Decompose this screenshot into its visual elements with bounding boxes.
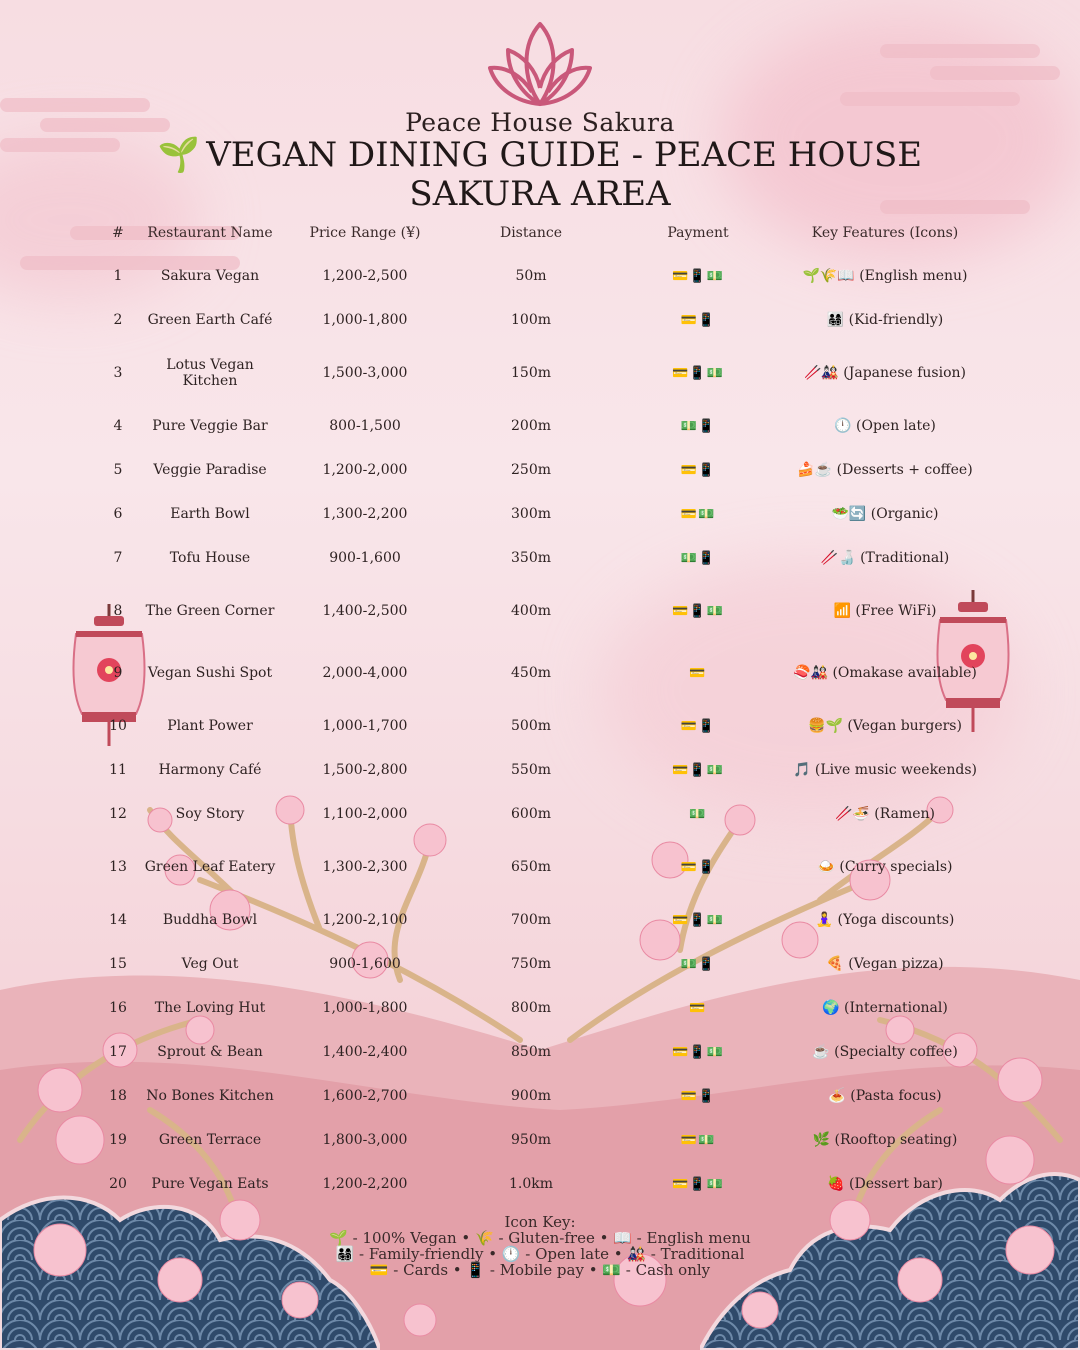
distance: 600m: [511, 806, 551, 822]
row-number: 14: [109, 912, 127, 928]
row-number: 5: [113, 462, 123, 478]
table-row: [96, 342, 986, 404]
table-row: [96, 1074, 986, 1118]
payment-icons: 💳📱: [680, 859, 716, 875]
restaurant-name: Veggie Paradise: [153, 462, 267, 478]
table-row: [96, 792, 986, 836]
column-header-price: Price Range (¥): [309, 225, 421, 241]
restaurant-name: Green Terrace: [158, 1132, 262, 1148]
distance: 400m: [511, 603, 551, 619]
restaurant-name: Plant Power: [167, 718, 253, 734]
table-header-row: [96, 212, 986, 254]
page-title: [100, 136, 980, 214]
payment-icons: 💵📱: [680, 956, 716, 972]
distance: 950m: [511, 1132, 551, 1148]
table-row: [96, 254, 986, 298]
distance: 50m: [515, 268, 547, 284]
table-row: [96, 298, 986, 342]
table-row: [96, 986, 986, 1030]
payment-icons: 💳📱💵: [672, 1044, 724, 1060]
icon-key-line: 💳 - Cards • 📱 - Mobile pay • 💵 - Cash only: [369, 1261, 711, 1279]
table-row: [96, 942, 986, 986]
column-header-payment: Payment: [667, 225, 729, 241]
icon-key-line: 🌱 - 100% Vegan • 🌾 - Gluten-free • 📖 - English menu: [329, 1229, 751, 1247]
distance: 200m: [511, 418, 551, 434]
price-range: 1,500-3,000: [322, 365, 408, 381]
price-range: 1,400-2,400: [322, 1044, 408, 1060]
restaurant-name: The Green Corner: [145, 603, 275, 619]
key-features: 🌿 (Rooftop seating): [812, 1132, 958, 1148]
row-number: 15: [109, 956, 127, 972]
key-features: 🥢🍶 (Traditional): [820, 550, 950, 566]
distance: 250m: [511, 462, 551, 478]
table-row: [96, 1162, 986, 1206]
key-features: 🍔🌱 (Vegan burgers): [808, 718, 962, 734]
payment-icons: 💵: [689, 806, 707, 822]
icon-key-line: 👨‍👩‍👧‍👦 - Family-friendly • 🕛 - Open late • 🎎 - Traditional: [335, 1245, 745, 1263]
distance: 550m: [511, 762, 551, 778]
row-number: 17: [109, 1044, 127, 1060]
distance: 800m: [511, 1000, 551, 1016]
payment-icons: 💳💵: [680, 506, 716, 522]
price-range: 1,500-2,800: [322, 762, 408, 778]
key-features: 🧘‍♀️ (Yoga discounts): [815, 912, 955, 928]
restaurant-table: [96, 212, 986, 1206]
page-title-text: VEGAN DINING GUIDE - PEACE HOUSE SAKURA AREA: [206, 135, 923, 214]
distance: 300m: [511, 506, 551, 522]
restaurant-name: Sprout & Bean: [157, 1044, 263, 1060]
restaurant-name: Soy Story: [175, 806, 245, 822]
price-range: 800-1,500: [329, 418, 401, 434]
table-row: [96, 1118, 986, 1162]
distance: 700m: [511, 912, 551, 928]
table-row: [96, 448, 986, 492]
row-number: 20: [109, 1176, 127, 1192]
cloud-bar: [840, 92, 1020, 106]
row-number: 9: [113, 665, 123, 681]
price-range: 1,000-1,800: [322, 1000, 408, 1016]
row-number: 18: [109, 1088, 127, 1104]
payment-icons: 💵📱: [680, 418, 716, 434]
key-features: 🍰☕ (Desserts + coffee): [797, 462, 973, 478]
price-range: 2,000-4,000: [322, 665, 408, 681]
row-number: 7: [113, 550, 123, 566]
distance: 450m: [511, 665, 551, 681]
price-range: 900-1,600: [329, 550, 401, 566]
restaurant-name: Earth Bowl: [170, 506, 250, 522]
table-row: [96, 642, 986, 704]
key-features: 🌱🌾📖 (English menu): [802, 268, 968, 284]
price-range: 1,300-2,300: [322, 859, 408, 875]
restaurant-name: Harmony Café: [158, 762, 262, 778]
icon-key-heading: Icon Key:: [504, 1213, 576, 1231]
column-header-name: Restaurant Name: [147, 225, 273, 241]
row-number: 3: [113, 365, 123, 381]
key-features: 🍕 (Vegan pizza): [826, 956, 944, 972]
restaurant-name: Green Leaf Eatery: [144, 859, 276, 875]
payment-icons: 💳📱💵: [672, 1176, 724, 1192]
payment-icons: 💳📱💵: [672, 603, 724, 619]
price-range: 1,600-2,700: [322, 1088, 408, 1104]
payment-icons: 💳📱💵: [672, 268, 724, 284]
key-features: ☕ (Specialty coffee): [812, 1044, 958, 1060]
payment-icons: 💳: [689, 665, 707, 681]
price-range: 1,200-2,200: [322, 1176, 408, 1192]
restaurant-name: Tofu House: [169, 550, 251, 566]
payment-icons: 💳📱💵: [672, 365, 724, 381]
key-features: 🥢🍜 (Ramen): [834, 806, 936, 822]
distance: 750m: [511, 956, 551, 972]
cloud-bar: [880, 44, 1040, 58]
key-features: 🍓 (Dessert bar): [827, 1176, 943, 1192]
distance: 1.0km: [508, 1176, 554, 1192]
price-range: 1,300-2,200: [322, 506, 408, 522]
column-header-features: Key Features (Icons): [811, 225, 959, 241]
key-features: 👨‍👩‍👧‍👦 (Kid-friendly): [826, 312, 944, 328]
distance: 500m: [511, 718, 551, 734]
lotus-logo-icon: [486, 18, 594, 110]
price-range: 1,200-2,100: [322, 912, 408, 928]
table-row: [96, 704, 986, 748]
sprout-icon: 🌱: [157, 135, 201, 175]
payment-icons: 💳📱: [680, 1088, 716, 1104]
row-number: 6: [113, 506, 123, 522]
payment-icons: 💵📱: [680, 550, 716, 566]
icon-key: [300, 1214, 780, 1278]
key-features: 🌍 (International): [822, 1000, 948, 1016]
distance: 850m: [511, 1044, 551, 1060]
key-features: 🎵 (Live music weekends): [793, 762, 977, 778]
payment-icons: 💳: [689, 1000, 707, 1016]
row-number: 4: [113, 418, 123, 434]
table-row: [96, 492, 986, 536]
table-row: [96, 580, 986, 642]
distance: 650m: [511, 859, 551, 875]
table-row: [96, 1030, 986, 1074]
key-features: 📶 (Free WiFi): [833, 603, 937, 619]
table-row: [96, 898, 986, 942]
cloud-bar: [930, 66, 1060, 80]
distance: 100m: [511, 312, 551, 328]
table-row: [96, 536, 986, 580]
restaurant-name: The Loving Hut: [154, 1000, 266, 1016]
key-features: 🍣🎎 (Omakase available): [793, 665, 977, 681]
restaurant-name: Lotus Vegan Kitchen: [166, 357, 254, 389]
price-range: 1,800-3,000: [322, 1132, 408, 1148]
row-number: 1: [113, 268, 123, 284]
row-number: 10: [109, 718, 127, 734]
payment-icons: 💳📱: [680, 718, 716, 734]
price-range: 1,200-2,000: [322, 462, 408, 478]
price-range: 1,000-1,700: [322, 718, 408, 734]
price-range: 1,000-1,800: [322, 312, 408, 328]
payment-icons: 💳📱: [680, 312, 716, 328]
row-number: 8: [113, 603, 123, 619]
restaurant-name: No Bones Kitchen: [146, 1088, 274, 1104]
restaurant-name: Pure Vegan Eats: [151, 1176, 269, 1192]
price-range: 1,200-2,500: [322, 268, 408, 284]
key-features: 🥢🎎 (Japanese fusion): [803, 365, 967, 381]
key-features: 🥗🔄 (Organic): [831, 506, 939, 522]
row-number: 2: [113, 312, 123, 328]
restaurant-name: Veg Out: [181, 956, 239, 972]
price-range: 1,400-2,500: [322, 603, 408, 619]
payment-icons: 💳📱💵: [672, 912, 724, 928]
row-number: 12: [109, 806, 127, 822]
distance: 350m: [511, 550, 551, 566]
row-number: 16: [109, 1000, 127, 1016]
price-range: 1,100-2,000: [322, 806, 408, 822]
payment-icons: 💳💵: [680, 1132, 716, 1148]
payment-icons: 💳📱: [680, 462, 716, 478]
row-number: 19: [109, 1132, 127, 1148]
payment-icons: 💳📱💵: [672, 762, 724, 778]
restaurant-name: Vegan Sushi Spot: [147, 665, 273, 681]
restaurant-name: Pure Veggie Bar: [152, 418, 268, 434]
column-header-number: #: [112, 225, 124, 241]
row-number: 11: [109, 762, 127, 778]
key-features: 🕛 (Open late): [834, 418, 936, 434]
column-header-distance: Distance: [499, 225, 562, 241]
price-range: 900-1,600: [329, 956, 401, 972]
restaurant-name: Sakura Vegan: [160, 268, 260, 284]
key-features: 🍝 (Pasta focus): [828, 1088, 942, 1104]
row-number: 13: [109, 859, 127, 875]
distance: 900m: [511, 1088, 551, 1104]
table-row: [96, 748, 986, 792]
key-features: 🍛 (Curry specials): [817, 859, 953, 875]
restaurant-name: Green Earth Café: [147, 312, 273, 328]
distance: 150m: [511, 365, 551, 381]
table-row: [96, 404, 986, 448]
restaurant-name: Buddha Bowl: [162, 912, 258, 928]
brand-name: Peace House Sakura: [405, 108, 675, 137]
table-row: [96, 836, 986, 898]
